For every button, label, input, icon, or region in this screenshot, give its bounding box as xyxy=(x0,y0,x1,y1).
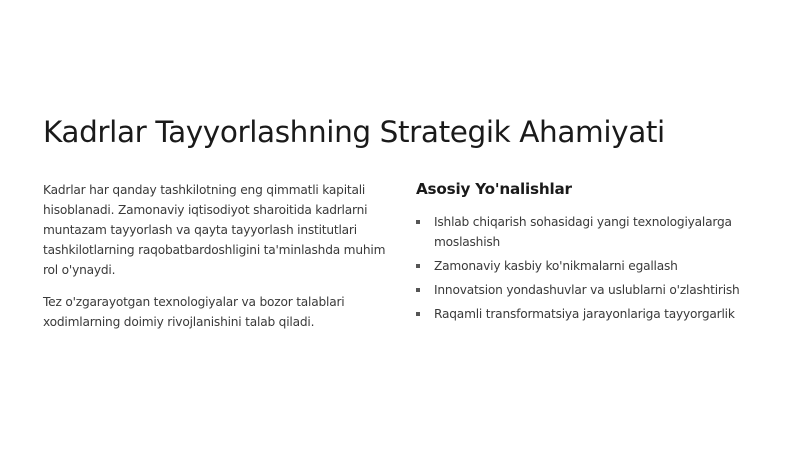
list-item xyxy=(416,256,761,276)
intro-paragraph: Tez o'zgarayotgan texnologiyalar va bozor talablari xodimlarning doimiy rivojlanishini talab qiladi. xyxy=(43,295,345,329)
list-item xyxy=(416,304,761,324)
square-bullet-icon xyxy=(416,220,420,224)
list-item-text: Innovatsion yondashuvlar va uslublarni o'zlashtirish xyxy=(434,283,740,297)
list-item xyxy=(416,280,761,300)
intro-column xyxy=(43,180,388,332)
list-item-text: Ishlab chiqarish sohasidagi yangi texnologiyalarga moslashish xyxy=(434,215,732,249)
directions-list xyxy=(416,212,761,324)
list-item-text: Zamonaviy kasbiy ko'nikmalarni egallash xyxy=(434,259,678,273)
list-item-text: Raqamli transformatsiya jarayonlariga tayyorgarlik xyxy=(434,307,735,321)
square-bullet-icon xyxy=(416,264,420,268)
intro-paragraph: Kadrlar har qanday tashkilotning eng qimmatli kapitali hisoblanadi. Zamonaviy iqtisodiyot sharoitida kadrlarni muntazam tayyorlash va qayta tayyorlash institutlari tashkilotlarning raqobatbardoshligini ta'minlashda muhim rol o'ynaydi. xyxy=(43,183,386,277)
list-item xyxy=(416,212,761,252)
square-bullet-icon xyxy=(416,288,420,292)
directions-heading: Asosiy Yo'nalishlar xyxy=(416,180,572,198)
slide-title: Kadrlar Tayyorlashning Strategik Ahamiyati xyxy=(43,115,665,149)
directions-column xyxy=(416,178,761,328)
square-bullet-icon xyxy=(416,312,420,316)
